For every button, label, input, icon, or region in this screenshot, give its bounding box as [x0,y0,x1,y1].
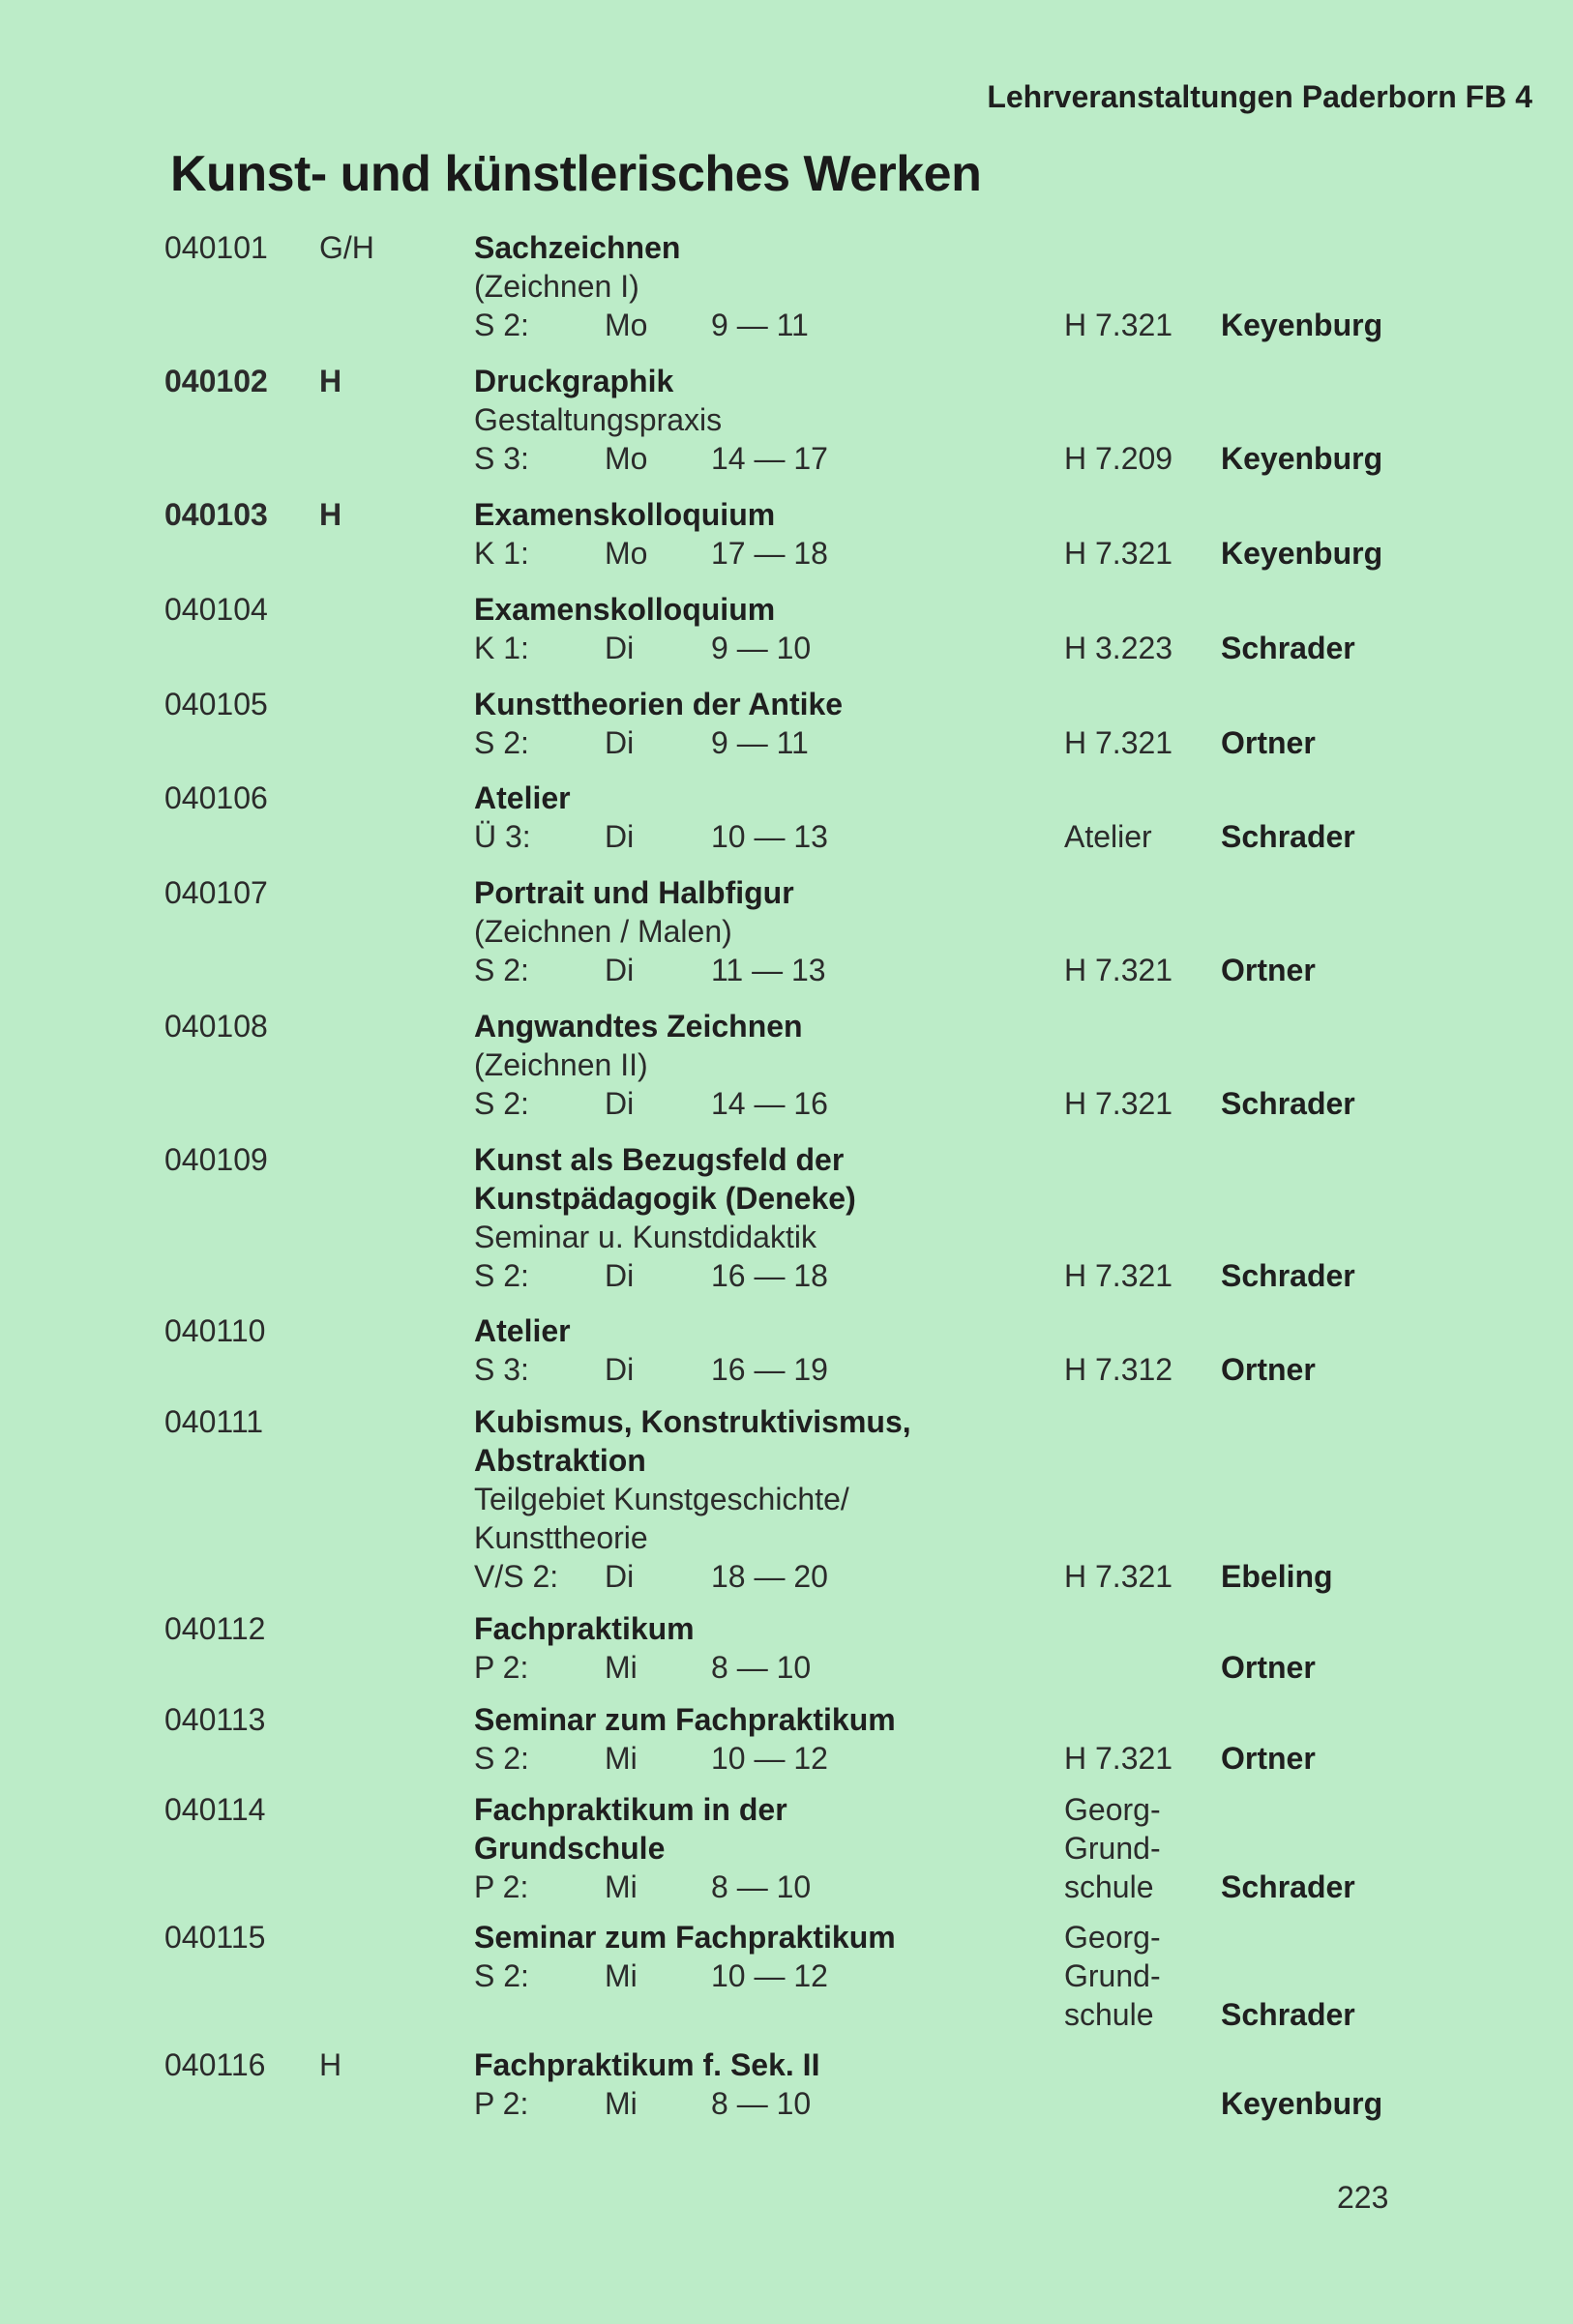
course-room: H 7.312 [1064,1352,1173,1387]
course-type: P 2: [474,2086,529,2121]
course-type: K 1: [474,631,529,665]
course-time: 10 — 12 [711,1741,828,1776]
course-day: Di [605,725,635,760]
course-lecturer: Keyenburg [1221,308,1383,342]
course-type: P 2: [474,1869,529,1904]
course-number: 040109 [164,1142,268,1177]
course-type: S 3: [474,441,529,476]
course-room: H 7.321 [1064,536,1173,571]
course-title: Fachpraktikum [474,1611,695,1646]
course-group: H [319,364,342,398]
course-title: Sachzeichnen [474,230,681,265]
course-lecturer: Ortner [1221,1352,1316,1387]
course-lecturer: Keyenburg [1221,536,1383,571]
course-time: 10 — 13 [711,819,828,854]
course-day: Mi [605,1741,638,1776]
course-number: 040115 [164,1920,266,1955]
course-time: 8 — 10 [711,2086,812,2121]
course-lecturer: Schrader [1221,1997,1355,2032]
course-number: 040111 [164,1404,264,1439]
course-subtitle: (Zeichnen II) [474,1047,648,1082]
course-title: Kubismus, Konstruktivismus, [474,1404,911,1439]
course-room: H 7.321 [1064,308,1173,342]
course-title: Fachpraktikum in der [474,1792,787,1827]
course-lecturer: Ortner [1221,725,1316,760]
course-title: Atelier [474,780,571,815]
course-room: schule [1064,1869,1154,1904]
course-time: 18 — 20 [711,1559,828,1594]
course-room: H 7.321 [1064,725,1173,760]
course-number: 040116 [164,2047,266,2082]
course-title: Examenskolloquium [474,592,776,627]
course-room: Georg- [1064,1792,1161,1827]
course-lecturer: Schrader [1221,1086,1355,1121]
course-type: S 2: [474,725,529,760]
course-room: Atelier [1064,819,1152,854]
course-subtitle: Seminar u. Kunstdidaktik [474,1220,816,1254]
course-time: 16 — 19 [711,1352,828,1387]
course-title: Kunst als Bezugsfeld der [474,1142,845,1177]
course-number: 040106 [164,780,268,815]
course-room: H 7.321 [1064,1258,1173,1293]
course-lecturer: Keyenburg [1221,2086,1383,2121]
course-number: 040103 [164,497,268,532]
course-room: H 3.223 [1064,631,1173,665]
course-title: Seminar zum Fachpraktikum [474,1920,896,1955]
course-time: 9 — 11 [711,725,809,760]
course-day: Mi [605,1869,638,1904]
course-time: 8 — 10 [711,1650,812,1685]
course-day: Mi [605,2086,638,2121]
course-time: 9 — 11 [711,308,809,342]
course-day: Di [605,1258,635,1293]
page-number: 223 [1337,2180,1389,2215]
running-header: Lehrveranstaltungen Paderborn FB 4 [987,79,1532,114]
course-lecturer: Ortner [1221,953,1316,987]
course-number: 040108 [164,1009,268,1044]
course-title: Fachpraktikum f. Sek. II [474,2047,820,2082]
course-lecturer: Ortner [1221,1650,1316,1685]
course-day: Mi [605,1958,638,1993]
course-type: S 2: [474,308,529,342]
course-time: 17 — 18 [711,536,828,571]
course-number: 040114 [164,1792,266,1827]
course-title: Druckgraphik [474,364,674,398]
course-time: 8 — 10 [711,1869,812,1904]
course-lecturer: Ortner [1221,1741,1316,1776]
course-title: Seminar zum Fachpraktikum [474,1702,896,1737]
course-day: Di [605,1352,635,1387]
course-title: Angwandtes Zeichnen [474,1009,803,1044]
course-lecturer: Schrader [1221,1258,1355,1293]
course-number: 040113 [164,1702,266,1737]
course-number: 040107 [164,875,268,910]
course-number: 040105 [164,687,268,721]
course-room: H 7.321 [1064,1741,1173,1776]
course-day: Di [605,819,635,854]
course-type: S 2: [474,1741,529,1776]
course-day: Di [605,1086,635,1121]
course-room: Grund- [1064,1958,1161,1993]
course-room: H 7.321 [1064,1086,1173,1121]
course-type: S 2: [474,1086,529,1121]
course-day: Mo [605,441,648,476]
course-day: Mo [605,308,648,342]
course-title: Atelier [474,1313,571,1348]
course-title: Portrait und Halbfigur [474,875,794,910]
course-group: G/H [319,230,374,265]
course-type: P 2: [474,1650,529,1685]
course-room: Grund- [1064,1831,1161,1866]
course-type: S 2: [474,1958,529,1993]
course-day: Di [605,953,635,987]
course-type: S 3: [474,1352,529,1387]
course-room: Georg- [1064,1920,1161,1955]
course-time: 14 — 16 [711,1086,828,1121]
course-time: 11 — 13 [711,953,826,987]
course-subtitle: Teilgebiet Kunstgeschichte/ [474,1482,849,1516]
course-day: Di [605,1559,635,1594]
course-room: H 7.321 [1064,1559,1173,1594]
course-number: 040101 [164,230,268,265]
course-lecturer: Schrader [1221,819,1355,854]
course-subtitle: (Zeichnen / Malen) [474,914,732,949]
course-title-cont: Grundschule [474,1831,666,1866]
course-day: Mi [605,1650,638,1685]
course-lecturer: Schrader [1221,1869,1355,1904]
course-day: Mo [605,536,648,571]
course-type: S 2: [474,953,529,987]
course-type: Ü 3: [474,819,531,854]
course-lecturer: Ebeling [1221,1559,1333,1594]
course-title-cont: Abstraktion [474,1443,646,1478]
course-time: 9 — 10 [711,631,812,665]
course-day: Di [605,631,635,665]
course-number: 040110 [164,1313,266,1348]
course-room: H 7.209 [1064,441,1173,476]
course-time: 16 — 18 [711,1258,828,1293]
course-title: Examenskolloquium [474,497,776,532]
course-number: 040104 [164,592,268,627]
course-room: H 7.321 [1064,953,1173,987]
course-number: 040112 [164,1611,266,1646]
course-number: 040102 [164,364,268,398]
course-subtitle-cont: Kunsttheorie [474,1520,648,1555]
course-lecturer: Schrader [1221,631,1355,665]
course-room: schule [1064,1997,1154,2032]
course-title: Kunsttheorien der Antike [474,687,844,721]
section-title: Kunst- und künstlerisches Werken [170,146,982,202]
course-group: H [319,497,342,532]
course-lecturer: Keyenburg [1221,441,1383,476]
course-type: S 2: [474,1258,529,1293]
course-title-cont: Kunstpädagogik (Deneke) [474,1181,856,1216]
course-time: 10 — 12 [711,1958,828,1993]
course-subtitle: (Zeichnen I) [474,269,639,304]
course-type: K 1: [474,536,529,571]
course-group: H [319,2047,342,2082]
course-time: 14 — 17 [711,441,828,476]
course-type: V/S 2: [474,1559,559,1594]
course-subtitle: Gestaltungspraxis [474,402,723,437]
